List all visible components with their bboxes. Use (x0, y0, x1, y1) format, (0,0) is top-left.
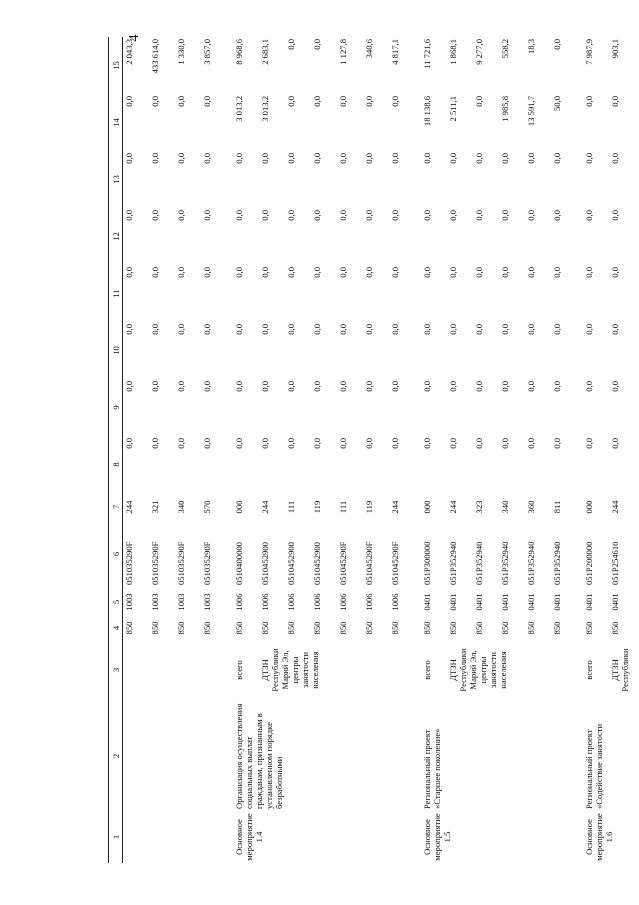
table-cell: 0401 (474, 593, 484, 611)
table-cell: 0,0 (552, 267, 562, 278)
table-cell: 2 511,1 (448, 96, 458, 122)
table-cell: 0,0 (610, 210, 620, 221)
table-cell: 0,0 (234, 210, 244, 221)
table-cell: 0,0 (500, 324, 510, 335)
table-cell: 0,0 (150, 96, 160, 107)
table-cell: 0,0 (124, 381, 134, 392)
table-cell: 0,0 (364, 267, 374, 278)
table-cell: 50,0 (552, 96, 562, 112)
table-cell: 360 (526, 500, 536, 514)
table-cell: 11 721,6 (422, 39, 432, 69)
table-cell: 051P254610 (610, 541, 620, 585)
table-cell: 0,0 (124, 96, 134, 107)
table-cell: 850 (500, 621, 510, 635)
table-cell: 0,0 (584, 381, 594, 392)
table-cell: 850 (610, 621, 620, 635)
table-cell: 0,0 (610, 381, 620, 392)
table-cell: 0401 (448, 593, 458, 611)
table-cell: 558,2 (500, 39, 510, 59)
table-cell: 0,0 (150, 324, 160, 335)
table-cell: 0,0 (234, 324, 244, 335)
table-cell: 850 (260, 621, 270, 635)
table-cell: 1006 (338, 593, 348, 611)
table-cell: 0,0 (338, 153, 348, 164)
column-number: 14 (109, 94, 123, 151)
table-cell: 0,0 (176, 324, 186, 335)
table-cell: 0,0 (124, 438, 134, 449)
table-cell: 0,0 (526, 267, 536, 278)
table-cell: 0,0 (176, 153, 186, 164)
table-cell: 0,0 (500, 381, 510, 392)
page-number: 4 (127, 34, 142, 42)
table-cell: 340 (176, 500, 186, 514)
table-cell: 850 (176, 621, 186, 635)
table-cell: 0,0 (176, 438, 186, 449)
table-cell: 0,0 (260, 210, 270, 221)
column-number: 12 (109, 208, 123, 265)
table-cell: 051035290F (124, 541, 134, 585)
table-cell: 0,0 (584, 153, 594, 164)
table-cell: 0,0 (338, 210, 348, 221)
table-cell: 051045290F (390, 541, 400, 585)
table-cell: 0,0 (526, 153, 536, 164)
table-cell: 850 (474, 621, 484, 635)
table-cell: 0,0 (390, 381, 400, 392)
table-cell: 1006 (260, 593, 270, 611)
table-cell: 0510452900 (260, 542, 270, 585)
table-cell: 0,0 (202, 96, 212, 107)
table-cell: 433 614,0 (150, 39, 160, 74)
table-cell: 0,0 (286, 324, 296, 335)
table-cell: 0,0 (474, 153, 484, 164)
table-cell: 051P200000 (584, 541, 594, 585)
table-cell: 1006 (312, 593, 322, 611)
table-cell: 0,0 (500, 210, 510, 221)
table-row (583, 37, 609, 863)
column-number: 5 (109, 587, 123, 617)
table-cell: 0,0 (312, 324, 322, 335)
table-cell: 1006 (390, 593, 400, 611)
table-cell: 0,0 (584, 324, 594, 335)
table-cell: 0,0 (390, 96, 400, 107)
table-cell: 3 857,0 (202, 39, 212, 65)
table-cell: 0,0 (526, 438, 536, 449)
table-cell: 0,0 (552, 324, 562, 335)
table-cell: 0,0 (338, 324, 348, 335)
executor-total: всего (234, 660, 244, 680)
table-cell: 0,0 (474, 267, 484, 278)
table-cell: 1 330,0 (176, 39, 186, 65)
table-cell: 0510452900 (286, 542, 296, 585)
table-cell: 0,0 (312, 381, 322, 392)
table-cell: 0,0 (422, 438, 432, 449)
table-cell: 0,0 (312, 210, 322, 221)
executor-name: ДТЗН Республики Марий Эл, центры занятости населения (260, 648, 320, 692)
table-cell: 119 (312, 500, 322, 514)
table-cell: 000 (234, 500, 244, 514)
table-cell: 850 (448, 621, 458, 635)
empty-cell (201, 639, 227, 701)
table-cell: 0,0 (584, 267, 594, 278)
table-cell: 0,0 (552, 39, 562, 50)
table-cell: 18,3 (526, 39, 536, 55)
table-cell: 0,0 (422, 381, 432, 392)
table-cell: 850 (390, 621, 400, 635)
table-cell: 0401 (584, 593, 594, 611)
table-cell: 0,0 (286, 96, 296, 107)
table-cell: 0,0 (474, 96, 484, 107)
column-number-header (109, 37, 123, 863)
table-cell: 0,0 (364, 438, 374, 449)
table-cell: 0,0 (610, 438, 620, 449)
table-cell: 0,0 (150, 210, 160, 221)
table-cell: 0,0 (234, 438, 244, 449)
table-cell: 0,0 (286, 39, 296, 50)
table-cell: 850 (584, 621, 594, 635)
table-cell: 0,0 (176, 381, 186, 392)
table-cell: 0,0 (286, 438, 296, 449)
table-cell: 0,0 (202, 267, 212, 278)
table-cell: 0,0 (234, 381, 244, 392)
activity-name: Организация осуществления социальных выплат гражданам, признанным в установленном порядке безработными (234, 703, 284, 809)
activity-number: Основное мероприятие 1.5 (422, 813, 452, 861)
table-cell: 2 043,3 (124, 39, 134, 65)
table-cell: 0401 (610, 593, 620, 611)
table-cell: 0,0 (526, 381, 536, 392)
table-cell: 0,0 (364, 96, 374, 107)
table-cell: 051P352940 (448, 541, 458, 585)
table-cell: 111 (338, 500, 348, 514)
table-cell: 850 (234, 621, 244, 635)
table-cell: 0,0 (176, 210, 186, 221)
table-cell: 0,0 (448, 210, 458, 221)
table-cell: 0,0 (448, 381, 458, 392)
table-cell: 0,0 (552, 210, 562, 221)
table-row (201, 37, 227, 863)
table-cell: 0,0 (312, 153, 322, 164)
table-cell: 0,0 (474, 324, 484, 335)
table-cell: 850 (312, 621, 322, 635)
table-row (175, 37, 201, 863)
table-cell: 0,0 (176, 267, 186, 278)
table-cell: 0,0 (610, 153, 620, 164)
table-cell: 903,1 (610, 39, 620, 59)
table-cell: 0401 (500, 593, 510, 611)
column-number: 3 (109, 639, 123, 701)
table-cell: 0,0 (150, 438, 160, 449)
table-cell: 1 868,1 (448, 39, 458, 65)
table-cell: 0,0 (474, 210, 484, 221)
table-body (123, 37, 636, 863)
table-cell: 0,0 (474, 438, 484, 449)
activity-name: Региональный проект «Содействие занятости (584, 723, 604, 809)
table-cell: 0,0 (202, 153, 212, 164)
table-cell: 051035290F (176, 541, 186, 585)
executor-name: ДТЗН Республики (610, 648, 630, 692)
table-cell: 1006 (234, 593, 244, 611)
table-cell: 0,0 (312, 96, 322, 107)
empty-cell (149, 811, 175, 863)
table-cell: 000 (584, 500, 594, 514)
table-cell: 0510452900 (312, 542, 322, 585)
table-cell: 0,0 (312, 267, 322, 278)
table-row (421, 37, 447, 863)
empty-cell (175, 701, 201, 811)
table-cell: 13 591,7 (526, 96, 536, 127)
table-cell: 9 277,0 (474, 39, 484, 65)
table-cell: 000 (422, 500, 432, 514)
table-cell: 0,0 (390, 438, 400, 449)
table-cell: 1006 (364, 593, 374, 611)
column-number: 7 (109, 493, 123, 521)
table-cell: 244 (124, 500, 134, 514)
table-cell: 1003 (150, 593, 160, 611)
table-cell: 850 (338, 621, 348, 635)
table-cell: 0,0 (584, 210, 594, 221)
table-cell: 0,0 (234, 267, 244, 278)
table-cell: 0,0 (150, 381, 160, 392)
table-cell: 850 (124, 621, 134, 635)
table-cell: 0,0 (552, 153, 562, 164)
table-cell: 7 987,9 (584, 39, 594, 65)
column-number: 13 (109, 151, 123, 208)
table-cell: 0,0 (422, 153, 432, 164)
column-number: 4 (109, 617, 123, 639)
table-cell: 0,0 (286, 381, 296, 392)
table-cell: 0,0 (124, 210, 134, 221)
table-cell: 0,0 (448, 153, 458, 164)
table-cell: 0,0 (448, 324, 458, 335)
empty-cell (123, 639, 150, 701)
table-cell: 570 (202, 500, 212, 514)
table-cell: 18 138,6 (422, 96, 432, 127)
table-cell: 0,0 (260, 153, 270, 164)
table-cell: 0,0 (338, 438, 348, 449)
table-cell: 0,0 (390, 267, 400, 278)
executor-total: всего (584, 660, 594, 680)
table-cell: 0401 (526, 593, 536, 611)
table-cell: 0,0 (610, 324, 620, 335)
table-cell: 0,0 (422, 267, 432, 278)
table-cell: 0,0 (364, 153, 374, 164)
table-cell: 0,0 (202, 324, 212, 335)
empty-cell (149, 639, 175, 701)
table-cell: 051P352940 (500, 541, 510, 585)
table-cell: 1003 (124, 593, 134, 611)
table-cell: 323 (474, 500, 484, 514)
budget-table-sheet (108, 40, 628, 863)
table-row (123, 37, 150, 863)
table-cell: 0,0 (286, 153, 296, 164)
table-cell: 0,0 (260, 381, 270, 392)
table-cell: 051P352940 (526, 541, 536, 585)
empty-cell (201, 701, 227, 811)
column-number: 10 (109, 322, 123, 379)
table-cell: 244 (390, 500, 400, 514)
table-cell: 0401 (552, 593, 562, 611)
table-cell: 1003 (202, 593, 212, 611)
table-cell: 119 (364, 500, 374, 514)
table-cell: 340,6 (364, 39, 374, 59)
table-cell: 0,0 (124, 153, 134, 164)
table-cell: 0,0 (234, 153, 244, 164)
table-cell: 8 968,6 (234, 39, 244, 65)
table-cell: 051035290F (150, 541, 160, 585)
table-cell: 244 (610, 500, 620, 514)
table-cell: 0,0 (286, 267, 296, 278)
table-cell: 0,0 (150, 267, 160, 278)
empty-cell (123, 811, 150, 863)
table-cell: 2 683,1 (260, 39, 270, 65)
table-cell: 0,0 (584, 96, 594, 107)
table-cell: 0,0 (610, 96, 620, 107)
table-cell: 850 (286, 621, 296, 635)
table-cell: 0,0 (422, 210, 432, 221)
activity-number: Основное мероприятие 1.6 (584, 813, 614, 861)
table-cell: 0,0 (312, 39, 322, 50)
table-cell: 3 013,2 (260, 96, 270, 122)
table-cell: 340 (500, 500, 510, 514)
table-row (233, 37, 259, 863)
table-cell: 0,0 (260, 267, 270, 278)
table-cell: 051035290F (202, 541, 212, 585)
table-cell: 0,0 (338, 381, 348, 392)
table-cell: 0,0 (364, 381, 374, 392)
table-cell: 0,0 (552, 381, 562, 392)
table-cell: 0,0 (176, 96, 186, 107)
table-cell: 0,0 (422, 324, 432, 335)
column-number: 2 (109, 701, 123, 811)
table-cell: 0,0 (390, 153, 400, 164)
executor-name: ДТЗН Республики Марий Эл, центры занятости населения (448, 648, 508, 692)
column-number: 11 (109, 265, 123, 322)
table-cell: 0,0 (202, 438, 212, 449)
table-cell: 0,0 (526, 210, 536, 221)
empty-cell (201, 811, 227, 863)
table-cell: 244 (260, 500, 270, 514)
table-row (149, 37, 175, 863)
table-cell: 0,0 (500, 153, 510, 164)
empty-cell (175, 639, 201, 701)
table-cell: 0,0 (610, 267, 620, 278)
table-cell: 811 (552, 500, 562, 514)
table-cell: 0,0 (338, 267, 348, 278)
table-cell: 850 (552, 621, 562, 635)
column-number: 6 (109, 521, 123, 587)
table-cell: 0,0 (364, 210, 374, 221)
table-cell: 0,0 (448, 267, 458, 278)
table-cell: 1006 (286, 593, 296, 611)
table-cell: 0,0 (260, 438, 270, 449)
empty-cell (149, 701, 175, 811)
table-cell: 0,0 (124, 324, 134, 335)
table-cell: 244 (448, 500, 458, 514)
table-cell: 0510400000 (234, 542, 244, 585)
table-cell: 850 (202, 621, 212, 635)
executor-total: всего (422, 660, 432, 680)
table-cell: 0,0 (260, 324, 270, 335)
column-number: 8 (109, 436, 123, 493)
table-cell: 051P352940 (474, 541, 484, 585)
table-cell: 4 817,1 (390, 39, 400, 65)
table-cell: 0,0 (552, 438, 562, 449)
table-cell: 0,0 (390, 324, 400, 335)
budget-table (108, 37, 635, 863)
table-cell: 0,0 (338, 96, 348, 107)
table-cell: 1 127,8 (338, 39, 348, 65)
column-number: 9 (109, 379, 123, 436)
table-cell: 051P352940 (552, 541, 562, 585)
table-cell: 051045290F (364, 541, 374, 585)
table-cell: 0,0 (150, 153, 160, 164)
table-cell: 0,0 (474, 381, 484, 392)
table-cell: 1 985,8 (500, 96, 510, 122)
table-cell: 850 (422, 621, 432, 635)
activity-name: Региональный проект «Старшее поколение» (422, 728, 442, 809)
column-number: 15 (109, 37, 123, 94)
table-cell: 3 013,2 (234, 96, 244, 122)
table-cell: 1003 (176, 593, 186, 611)
table-cell: 850 (150, 621, 160, 635)
table-cell: 051P300000 (422, 541, 432, 585)
table-cell: 0,0 (286, 210, 296, 221)
table-cell: 0,0 (500, 267, 510, 278)
table-cell: 111 (286, 500, 296, 514)
table-cell: 0,0 (390, 210, 400, 221)
table-cell: 850 (526, 621, 536, 635)
table-cell: 0,0 (202, 210, 212, 221)
empty-cell (123, 701, 150, 811)
empty-cell (175, 811, 201, 863)
table-cell: 0,0 (448, 438, 458, 449)
table-cell: 0,0 (124, 267, 134, 278)
table-cell: 0,0 (202, 381, 212, 392)
table-cell: 0,0 (584, 438, 594, 449)
table-cell: 0,0 (500, 438, 510, 449)
table-cell: 051045290F (338, 541, 348, 585)
table-cell: 321 (150, 500, 160, 514)
table-cell: 0,0 (312, 438, 322, 449)
table-cell: 850 (364, 621, 374, 635)
table-cell: 0401 (422, 593, 432, 611)
column-number: 1 (109, 811, 123, 863)
table-cell: 0,0 (526, 324, 536, 335)
table-cell: 0,0 (364, 324, 374, 335)
activity-number: Основное мероприятие 1.4 (234, 813, 264, 861)
